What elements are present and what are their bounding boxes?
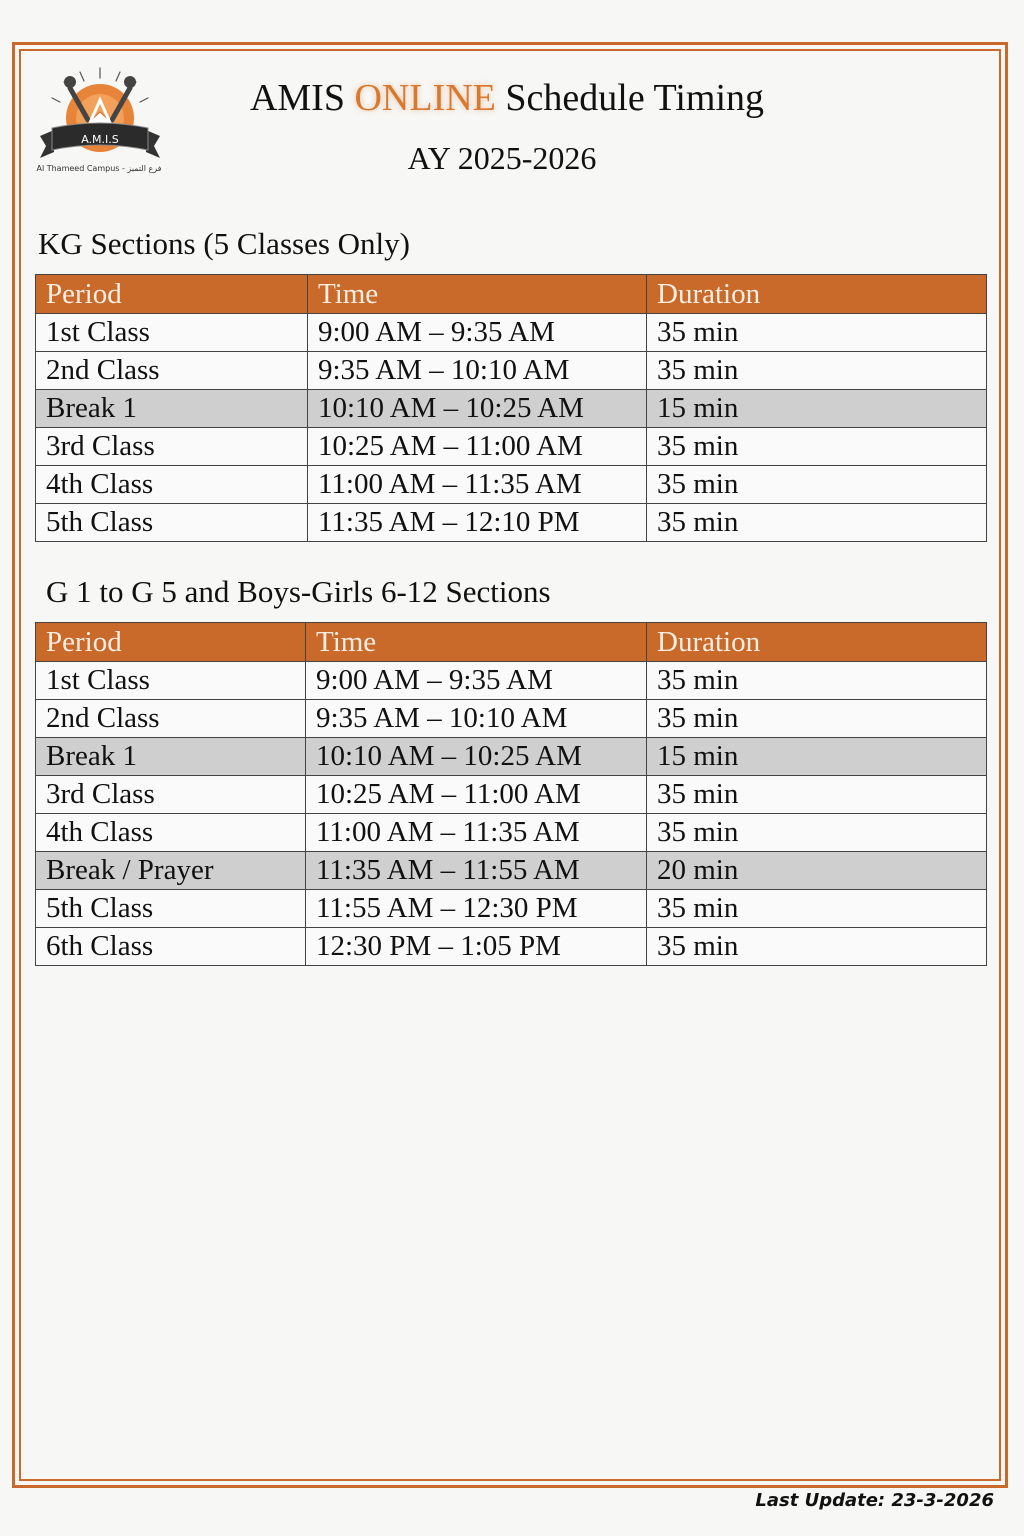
column-header-period: Period — [36, 623, 306, 662]
column-header-time: Time — [306, 623, 647, 662]
period-cell: 6th Class — [36, 928, 306, 966]
column-header-duration: Duration — [647, 275, 987, 314]
column-header-duration: Duration — [647, 623, 987, 662]
period-cell: 2nd Class — [36, 700, 306, 738]
time-cell: 11:55 AM – 12:30 PM — [306, 890, 647, 928]
logo-caption: Al Thameed Campus - فرع التميز — [36, 164, 162, 173]
title-prefix: AMIS — [249, 77, 345, 119]
time-cell: 9:00 AM – 9:35 AM — [308, 314, 647, 352]
break-row — [36, 390, 987, 428]
period-cell: Break 1 — [36, 738, 306, 776]
last-update: Last Update: 23-3-2026 — [755, 1490, 994, 1511]
duration-cell: 35 min — [647, 352, 987, 390]
time-cell: 10:10 AM – 10:25 AM — [308, 390, 647, 428]
class-row — [36, 890, 987, 928]
class-row — [36, 776, 987, 814]
class-row — [36, 314, 987, 352]
class-row — [36, 466, 987, 504]
period-cell: 3rd Class — [36, 776, 306, 814]
duration-cell: 35 min — [647, 890, 987, 928]
period-cell: 1st Class — [36, 662, 306, 700]
table-header-row — [36, 623, 987, 662]
duration-cell: 35 min — [647, 504, 987, 542]
time-cell: 10:25 AM – 11:00 AM — [306, 776, 647, 814]
column-header-time: Time — [308, 275, 647, 314]
time-cell: 11:35 AM – 11:55 AM — [306, 852, 647, 890]
class-row — [36, 428, 987, 466]
column-header-period: Period — [36, 275, 308, 314]
grades-section-heading: G 1 to G 5 and Boys-Girls 6-12 Sections — [46, 574, 551, 609]
duration-cell: 35 min — [647, 662, 987, 700]
class-row — [36, 928, 987, 966]
break-row — [36, 852, 987, 890]
duration-cell: 35 min — [647, 814, 987, 852]
break-row — [36, 738, 987, 776]
duration-cell: 35 min — [647, 428, 987, 466]
duration-cell: 15 min — [647, 390, 987, 428]
time-cell: 10:10 AM – 10:25 AM — [306, 738, 647, 776]
duration-cell: 20 min — [647, 852, 987, 890]
duration-cell: 35 min — [647, 928, 987, 966]
period-cell: 1st Class — [36, 314, 308, 352]
class-row — [36, 814, 987, 852]
title-suffix: Schedule Timing — [505, 77, 765, 119]
duration-cell: 35 min — [647, 700, 987, 738]
class-row — [36, 352, 987, 390]
title-accent: ONLINE — [354, 77, 496, 119]
period-cell: 4th Class — [36, 814, 306, 852]
period-cell: 5th Class — [36, 504, 308, 542]
time-cell: 11:35 AM – 12:10 PM — [308, 504, 647, 542]
time-cell: 12:30 PM – 1:05 PM — [306, 928, 647, 966]
duration-cell: 35 min — [647, 466, 987, 504]
time-cell: 9:35 AM – 10:10 AM — [306, 700, 647, 738]
time-cell: 11:00 AM – 11:35 AM — [306, 814, 647, 852]
period-cell: 2nd Class — [36, 352, 308, 390]
time-cell: 10:25 AM – 11:00 AM — [308, 428, 647, 466]
class-row — [36, 662, 987, 700]
duration-cell: 35 min — [647, 314, 987, 352]
period-cell: Break 1 — [36, 390, 308, 428]
class-row — [36, 700, 987, 738]
academic-year: AY 2025-2026 — [407, 140, 597, 176]
kg-schedule-table — [35, 274, 987, 542]
table-header-row — [36, 275, 987, 314]
time-cell: 11:00 AM – 11:35 AM — [308, 466, 647, 504]
period-cell: Break / Prayer — [36, 852, 306, 890]
duration-cell: 35 min — [647, 776, 987, 814]
duration-cell: 15 min — [647, 738, 987, 776]
logo-text: A.M.I.S — [81, 133, 119, 146]
page-title — [0, 76, 1014, 120]
class-row — [36, 504, 987, 542]
time-cell: 9:00 AM – 9:35 AM — [306, 662, 647, 700]
period-cell: 4th Class — [36, 466, 308, 504]
grades-schedule-table — [35, 622, 987, 966]
period-cell: 3rd Class — [36, 428, 308, 466]
period-cell: 5th Class — [36, 890, 306, 928]
kg-section-heading: KG Sections (5 Classes Only) — [38, 226, 410, 261]
time-cell: 9:35 AM – 10:10 AM — [308, 352, 647, 390]
